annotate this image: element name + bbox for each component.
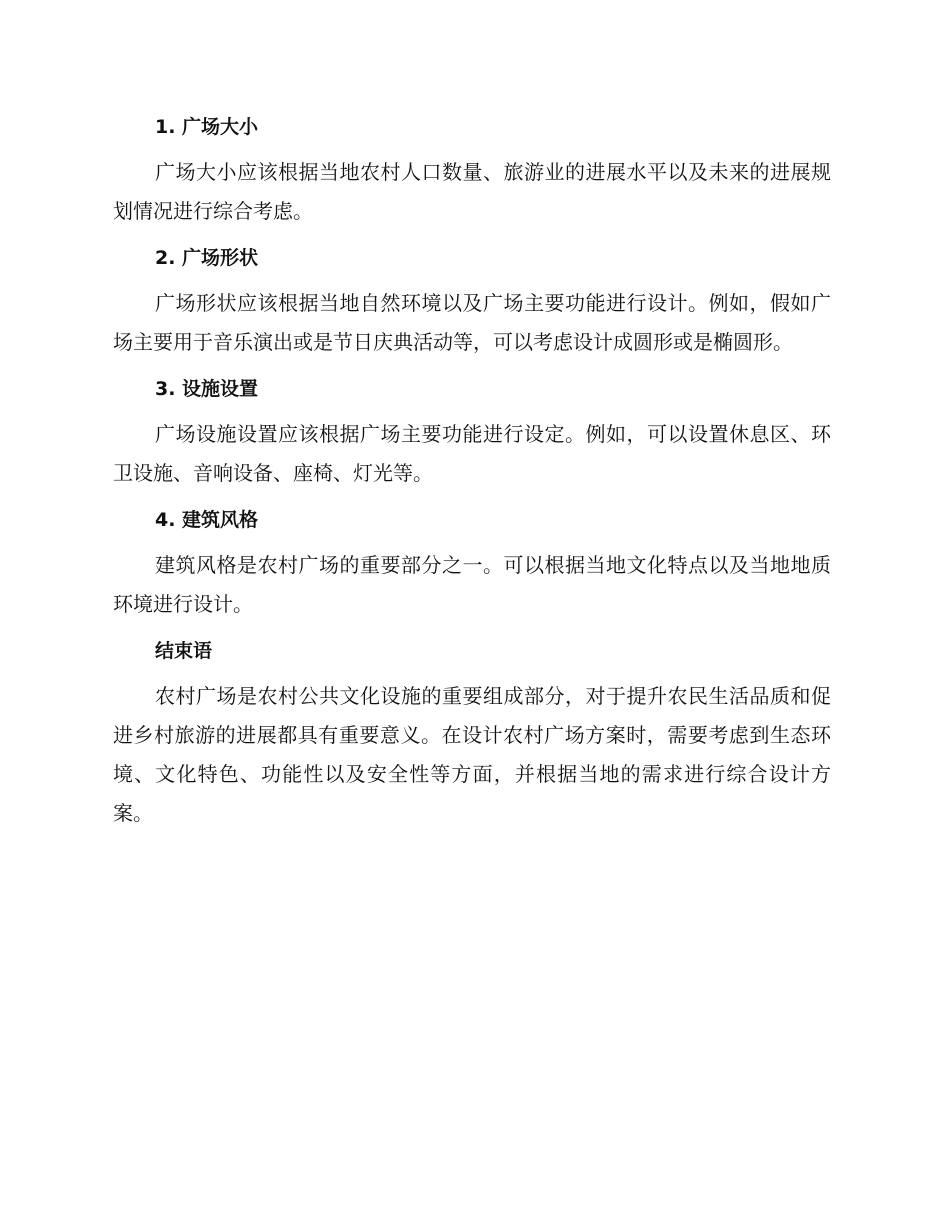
section-heading: 3. 设施设置 xyxy=(155,378,259,400)
section-heading: 2. 广场形状 xyxy=(155,247,259,269)
section-body: 广场设施设置应该根据广场主要功能进行设定。例如，可以设置休息区、环卫设施、音响设备、座椅、灯光等。 xyxy=(113,422,831,485)
section-heading: 4. 建筑风格 xyxy=(155,509,259,531)
section-plaza-size xyxy=(113,108,831,231)
section-body: 广场形状应该根据当地自然环境以及广场主要功能进行设计。例如，假如广场主要用于音乐演出或是节日庆典活动等，可以考虑设计成圆形或是椭圆形。 xyxy=(113,291,831,354)
section-body: 农村广场是农村公共文化设施的重要组成部分，对于提升农民生活品质和促进乡村旅游的进展都具有重要意义。在设计农村广场方案时，需要考虑到生态环境、文化特色、功能性以及安全性等方面，并根据当地的需求进行综合设计方案。 xyxy=(113,684,831,825)
section-body: 建筑风格是农村广场的重要部分之一。可以根据当地文化特点以及当地地质环境进行设计。 xyxy=(113,553,831,616)
section-heading: 1. 广场大小 xyxy=(155,116,259,138)
section-plaza-shape xyxy=(113,239,831,362)
section-heading: 结束语 xyxy=(155,640,213,662)
section-conclusion xyxy=(113,632,831,833)
section-facilities xyxy=(113,370,831,493)
section-body: 广场大小应该根据当地农村人口数量、旅游业的进展水平以及未来的进展规划情况进行综合考虑。 xyxy=(113,160,831,223)
document-content xyxy=(113,108,831,841)
section-architecture-style xyxy=(113,501,831,624)
